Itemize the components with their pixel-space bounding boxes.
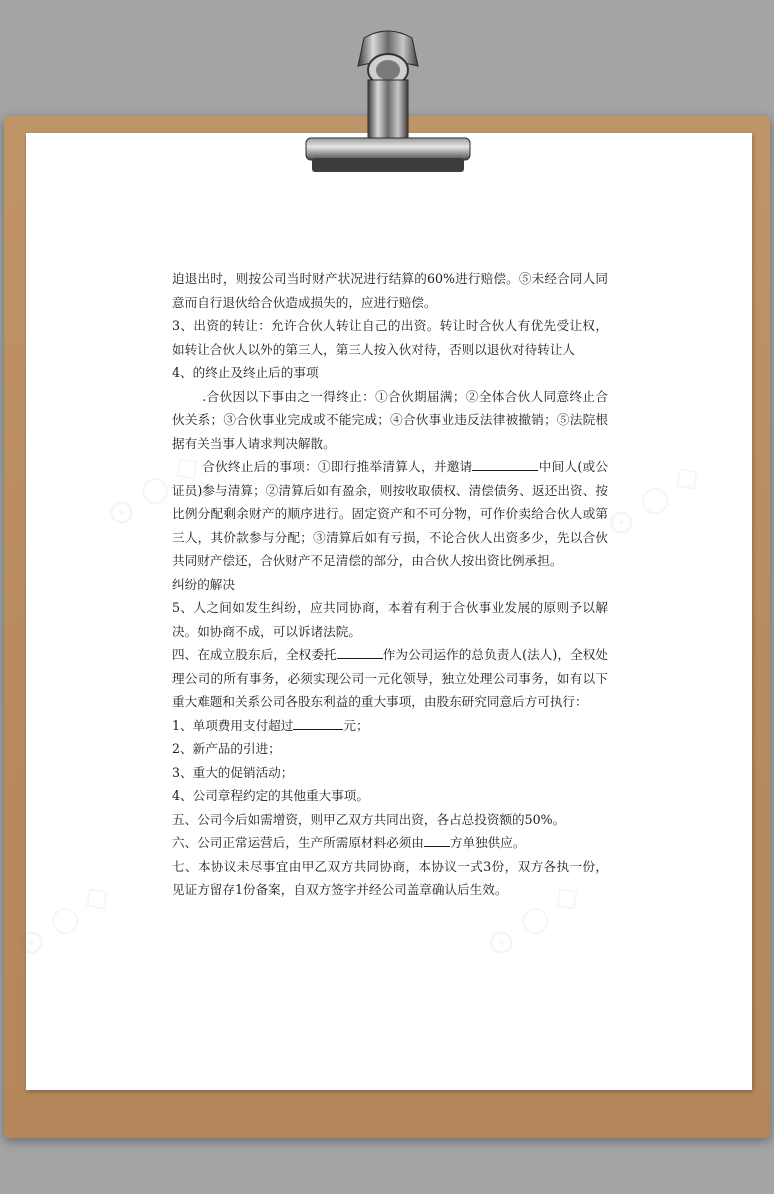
- paragraph: 4、公司章程约定的其他重大事项。: [172, 788, 369, 803]
- paragraph-text: 中间人(或公证员)参与清算；②清算后如有盈余，则按收取债权、清偿债务、返还出资、按比例分配剩余财产的顺序进行。固定资产和不可分物，可作价卖给合伙人或第三人，其价款参与分配；③清算后如有亏损，不论合伙人出资多少，先以合伙共同财产偿还，合伙财产不足清偿的部分，由合伙人按出资比例承担。: [172, 459, 608, 568]
- paragraph: 五、公司今后如需增资，则甲乙双方共同出资，各占总投资额的50%。: [172, 811, 566, 827]
- paragraph: 七、本协议未尽事宜由甲乙双方共同协商，本协议一式3份，双方各执一份，见证方留存1份备案，自双方签字并经公司盖章确认后生效。: [172, 858, 608, 897]
- paragraph: 迫退出时，则按公司当时财产状况进行结算的60%进行赔偿。⑤未经合同人同意而自行退伙给合伙造成损失的，应进行赔偿。: [172, 271, 608, 310]
- paragraph-text: 四、在成立股东后，全权委托: [172, 647, 337, 662]
- paragraph: [172, 714, 608, 738]
- paragraph: [172, 455, 608, 573]
- paragraph: .合伙因以下事由之一得终止：①合伙期届满；②全体合伙人同意终止合伙关系；③合伙事业完成或不能完成；④合伙事业违反法律被撤销；⑤法院根据有关当事人请求判决解散。: [172, 388, 608, 451]
- paragraph-text: 作为公司运作的总负责人(法人)，全权处理公司的所有事务，必须实现公司一元化领导，独立处理公司事务，如有以下重大难题和关系公司各股东利益的重大事项，由股东研究同意后方可执行：: [172, 647, 609, 709]
- paragraph: 3、出资的转让：允许合伙人转让自己的出资。转让时合伙人有优先受让权，如转让合伙人以外的第三人，第三人按入伙对待，否则以退伙对待转让人: [172, 318, 608, 357]
- paragraph-text: 六、公司正常运营后，生产所需原材料必须由: [172, 835, 424, 850]
- watermark: ⊙ ○ ◇: [598, 453, 708, 547]
- fill-in-blank: [337, 644, 383, 659]
- paragraph-text: 合伙终止后的事项：①即行推举清算人，并邀请: [202, 459, 473, 474]
- paragraph: 4、的终止及终止后的事项: [172, 365, 319, 380]
- paragraph-text: 元；: [343, 717, 369, 733]
- watermark: ⊙ ○ ◇: [98, 443, 208, 537]
- paragraph: 5、人之间如发生纠纷，应共同协商，本着有利于合伙事业发展的原则予以解决。如协商不成，可以诉诸法院。: [172, 600, 608, 639]
- watermark: ⊙ ○ ◇: [8, 873, 118, 967]
- paragraph: [172, 831, 608, 855]
- paragraph: 2、新产品的引进；: [172, 741, 281, 756]
- paragraph: [172, 643, 608, 714]
- paragraph-text: 1、单项费用支付超过: [172, 717, 294, 733]
- fill-in-blank: [424, 832, 450, 847]
- document-body: [172, 267, 608, 902]
- binder-clip-icon: [296, 20, 480, 180]
- paragraph: 3、重大的促销活动；: [172, 764, 294, 780]
- watermark: ⊙ ○ ◇: [478, 873, 588, 967]
- paragraph-text: 方单独供应。: [449, 835, 526, 850]
- fill-in-blank: [293, 715, 343, 730]
- fill-in-blank: [472, 456, 538, 471]
- paragraph: 纠纷的解决: [172, 576, 235, 592]
